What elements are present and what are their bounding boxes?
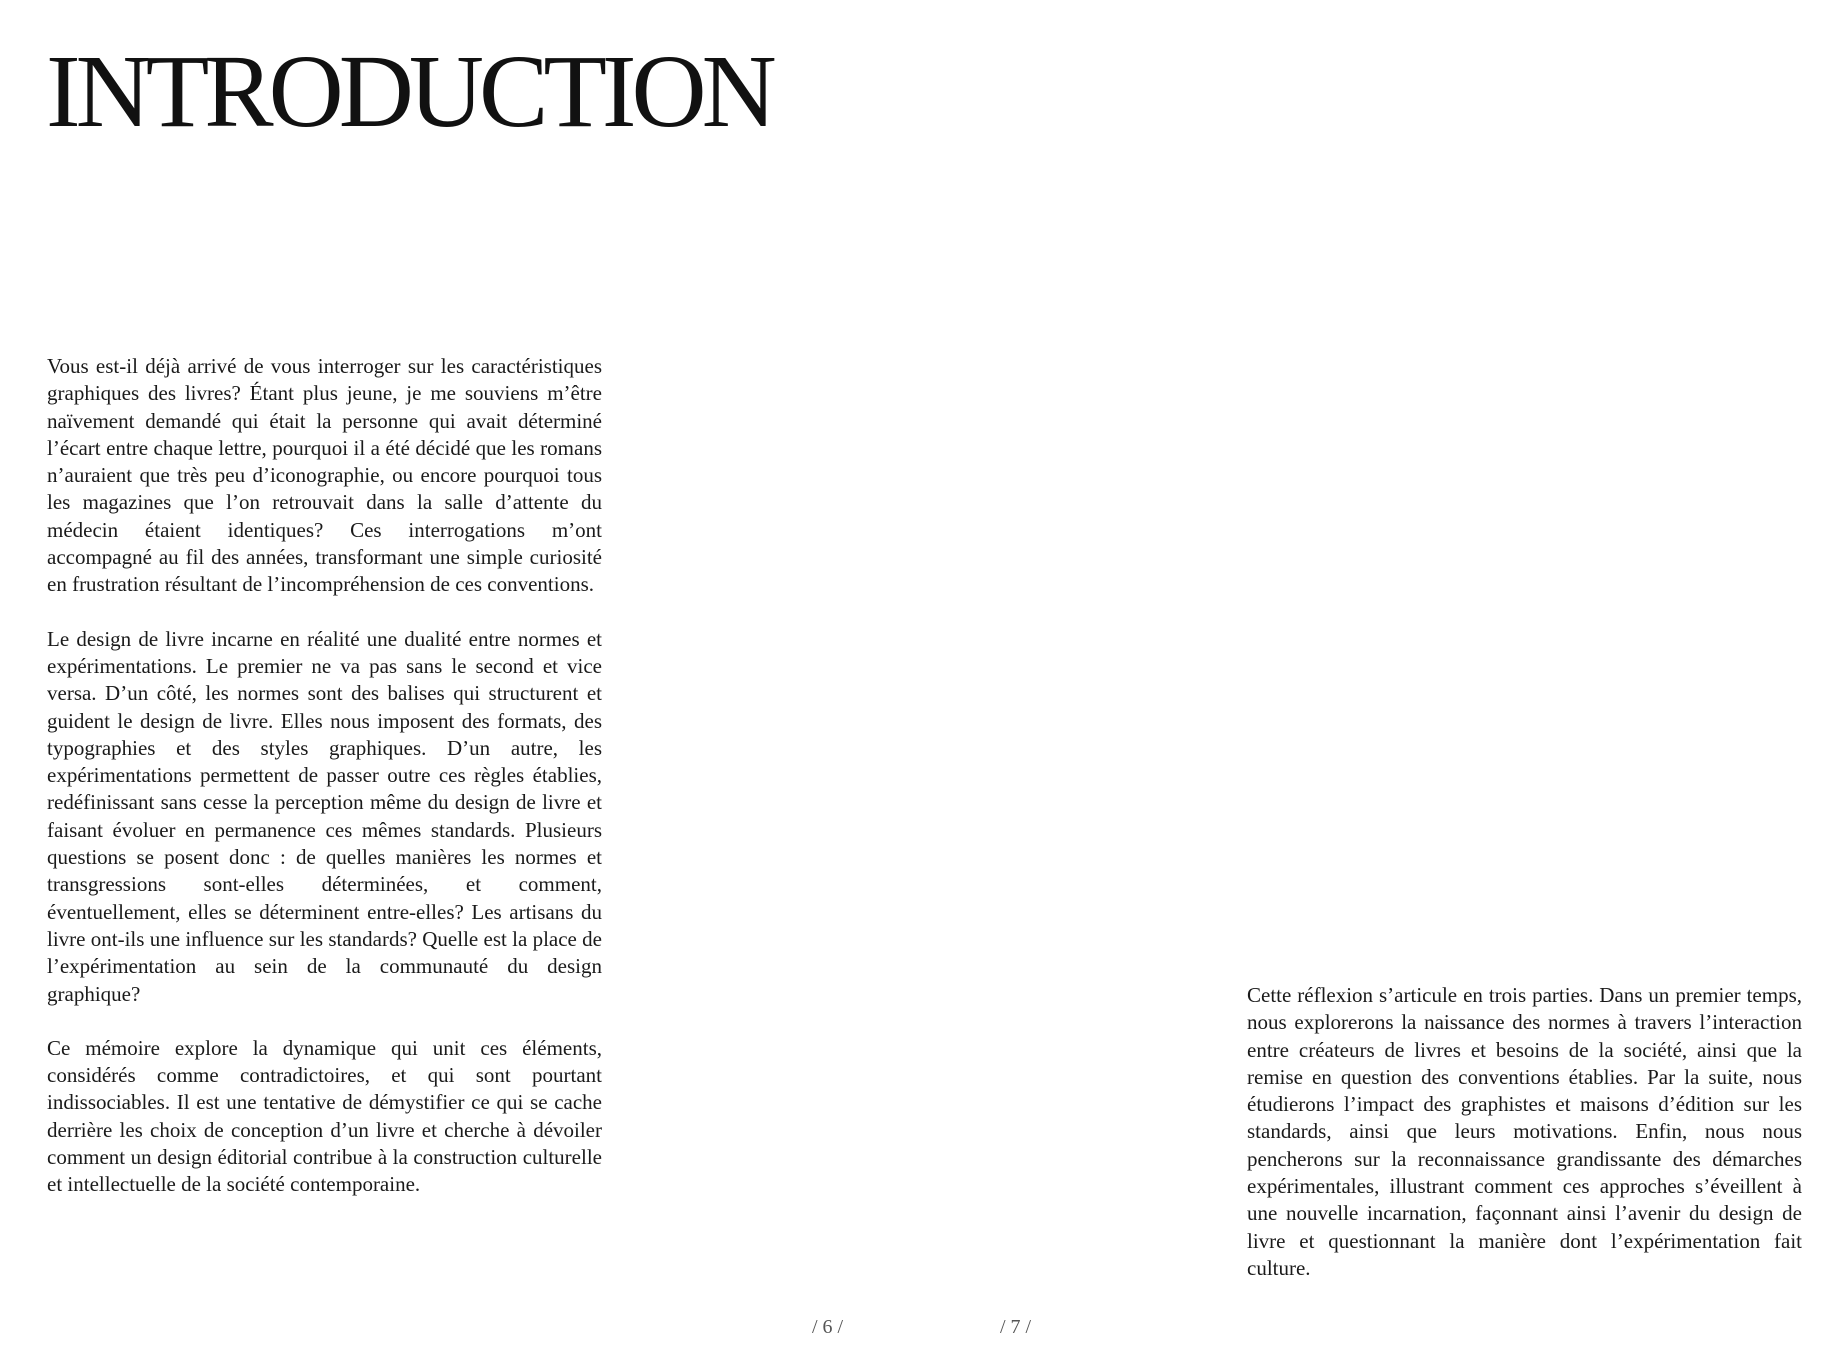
page-title: INTRODUCTION (46, 34, 772, 149)
outline-paragraph: Cette réflexion s’articule en trois parties. Dans un premier temps, nous explorerons la naissance des normes à travers l’interaction entre créateurs de livres et besoins de la société, ainsi que la remise en question des conventions établies. Par la suite, nous étudierons l’impact des graphistes et maisons d’édition sur les standards, ainsi que leurs motivations. Enfin, nous nous pencherons sur la reconnaissance grandissante des démarches expérimentales, illustrant comment ces approches s’éveillent à une nouvelle incarnation, façonnant ainsi l’avenir du design de livre et questionnant la manière dont l’expérimentation fait culture. (1247, 983, 1802, 1280)
intro-paragraph-1: Vous est-il déjà arrivé de vous interroger sur les caractéristiques graphiques des livres? Étant plus jeune, je me souviens m’être naïvement demandé qui était la personne qui avait déterminé l’écart entre chaque lettre, pourquoi il a été décidé que les romans n’auraient que très peu d’iconographie, ou encore pourquoi tous les magazines que l’on retrouvait dans la salle d’attente du médecin étaient identiques? Ces interrogations m’ont accompagné au fil des années, transformant une simple curiosité en frustration résultant de l’incompréhension de ces conventions. (47, 354, 602, 597)
intro-paragraph-2: Le design de livre incarne en réalité une dualité entre normes et expérimentations. Le premier ne va pas sans le second et vice versa. D’un côté, les normes sont des balises qui structurent et guident le design de livre. Elles nous imposent des formats, des typographies et des styles graphiques. D’un autre, les expérimentations permettent de passer outre ces règles établies, redéfinissant sans cesse la perception même du design de livre et faisant évoluer en permanence ces mêmes standards. Plusieurs questions se posent donc : de quelles manières les normes et transgressions sont-elles déterminées, et comment, éventuellement, elles se déterminent entre-elles? Les artisans du livre ont-ils une influence sur les standards? Quelle est la place de l’expérimentation au sein de la communauté du design graphique? (47, 626, 602, 1006)
page-number-left: / 6 / (812, 1316, 844, 1338)
right-column-text (1247, 982, 1802, 1282)
intro-paragraph-3: Ce mémoire explore la dynamique qui unit ces éléments, considérés comme contradictoires, et qui sont pourtant indissociables. Il est une tentative de démystifier ce qui se cache derrière les choix de conception d’un livre et cherche à dévoiler comment un design éditorial contribue à la construction culturelle et intellectuelle de la société contemporaine. (47, 1035, 602, 1197)
left-column-text (47, 353, 602, 1199)
page-number-right: / 7 / (1000, 1316, 1032, 1338)
